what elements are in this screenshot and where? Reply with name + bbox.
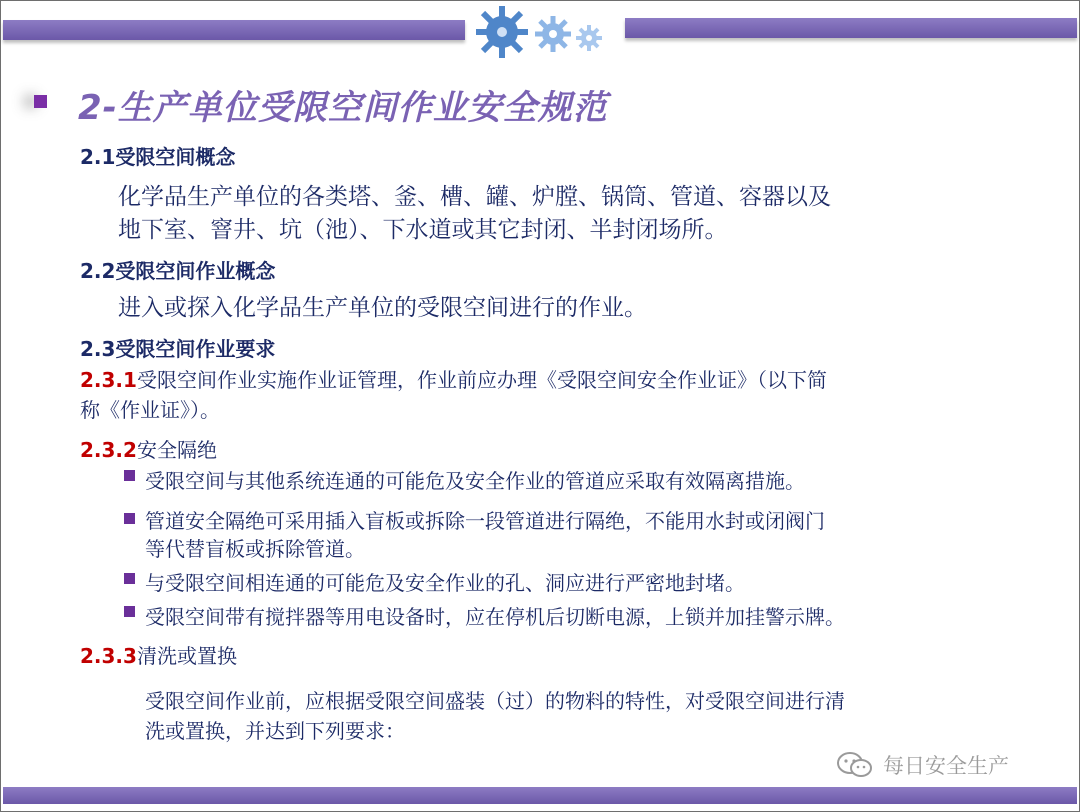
section-2-2-heading: 2.2受限空间作业概念 [80,259,276,283]
list-bullet [124,573,135,584]
section-2-3-1-line1 [80,364,827,393]
section-2-3-3-line1: 受限空间作业前，应根据受限空间盛装（过）的物料的特性，对受限空间进行清 [145,689,845,713]
section-2-3-3-heading [80,640,237,669]
bottom-band [3,787,1077,804]
section-number: 2.3.3 [80,644,137,668]
section-2-1-line1: 化学品生产单位的各类塔、釜、槽、罐、炉膛、锅筒、管道、容器以及 [118,184,831,210]
watermark [835,750,1009,780]
section-2-1-line2: 地下室、窨井、坑（池）、下水道或其它封闭、半封闭场所。 [118,217,728,243]
list-bullet [124,470,135,481]
section-number: 2.3.1 [80,368,137,392]
section-2-3-2-heading [80,434,217,463]
section-2-1-heading: 2.1受限空间概念 [80,145,236,169]
list-item-continuation: 等代替盲板或拆除管道。 [145,537,365,561]
slide-title: 2-生产单位受限空间作业安全规范 [78,88,608,128]
top-band-right [625,18,1077,38]
list-bullet [124,513,135,524]
section-text: 受限空间作业实施作业证管理，作业前应办理《受限空间安全作业证》（以下简 [136,368,827,392]
section-text: 安全隔绝 [136,438,217,462]
section-2-2-line1: 进入或探入化学品生产单位的受限空间进行的作业。 [118,295,647,321]
section-2-3-heading: 2.3受限空间作业要求 [80,337,276,361]
wechat-icon [835,750,875,780]
title-bullet [34,95,47,108]
section-number: 2.3.2 [80,438,137,462]
section-text: 清洗或置换 [136,644,237,668]
watermark-text: 每日安全生产 [883,754,1009,778]
section-2-3-1-line2: 称《作业证》）。 [80,398,220,422]
list-bullet [124,606,135,617]
gear-icon [533,14,573,54]
gear-icon [575,24,603,52]
list-item: 受限空间与其他系统连通的可能危及安全作业的管道应采取有效隔离措施。 [145,469,805,493]
list-item: 管道安全隔绝可采用插入盲板或拆除一段管道进行隔绝，不能用水封或闭阀门 [145,509,825,533]
section-2-3-3-line2: 洗或置换，并达到下列要求： [145,719,405,743]
list-item: 受限空间带有搅拌器等用电设备时，应在停机后切断电源，上锁并加挂警示牌。 [145,605,845,629]
top-band-left [3,20,465,40]
gear-icon [474,4,530,60]
list-item: 与受限空间相连通的可能危及安全作业的孔、洞应进行严密地封堵。 [145,571,745,595]
